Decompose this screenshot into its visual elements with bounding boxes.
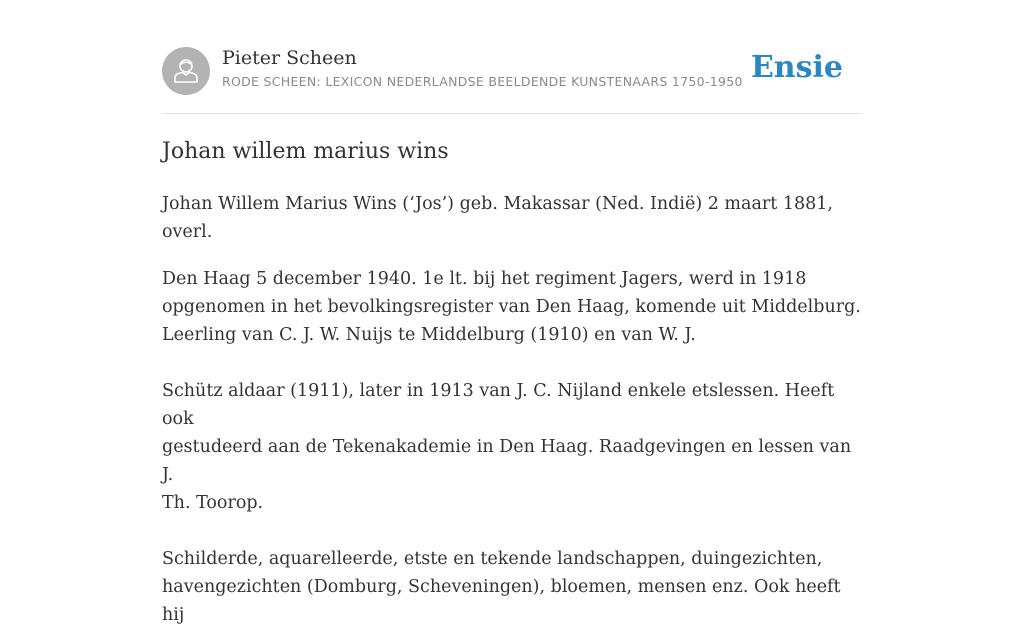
article-paragraph: Den Haag 5 december 1940. 1e lt. bij het regiment Jagers, werd in 1918 opgenomen in het bevolkingsregister van Den Haag, komende uit Middelburg. Leerling van C. J. W. Nuijs te Middelburg (1910) en van W. J. Schütz aldaar (1911), later in 1913 van J. C. Nijland enkele etslessen. Heeft ook gestudeerd aan de Tekenakademie in Den Haag. Raadgevingen en lessen van J. Th. Toorop. Schilderde, aquarelleerde, etste en tekende landschappen, duingezichten, havengezichten (Domburg, Scheveningen), bloemen, mensen enz. Ook heeft hij — [162, 269, 861, 625]
article-title: Johan willem marius wins — [162, 139, 449, 164]
author-avatar[interactable] — [162, 47, 210, 95]
article-header — [162, 46, 862, 114]
source-label[interactable]: RODE SCHEEN: LEXICON NEDERLANDSE BEELDENDE KUNSTENAARS 1750-1950 — [222, 74, 743, 89]
user-silhouette-icon — [162, 47, 210, 95]
brand-logo[interactable]: Ensie — [750, 50, 843, 85]
author-name[interactable]: Pieter Scheen — [222, 47, 357, 69]
article-body — [162, 190, 862, 629]
article-paragraph: Johan Willem Marius Wins (‘Jos’) geb. Makassar (Ned. Indië) 2 maart 1881, overl. — [162, 194, 833, 242]
